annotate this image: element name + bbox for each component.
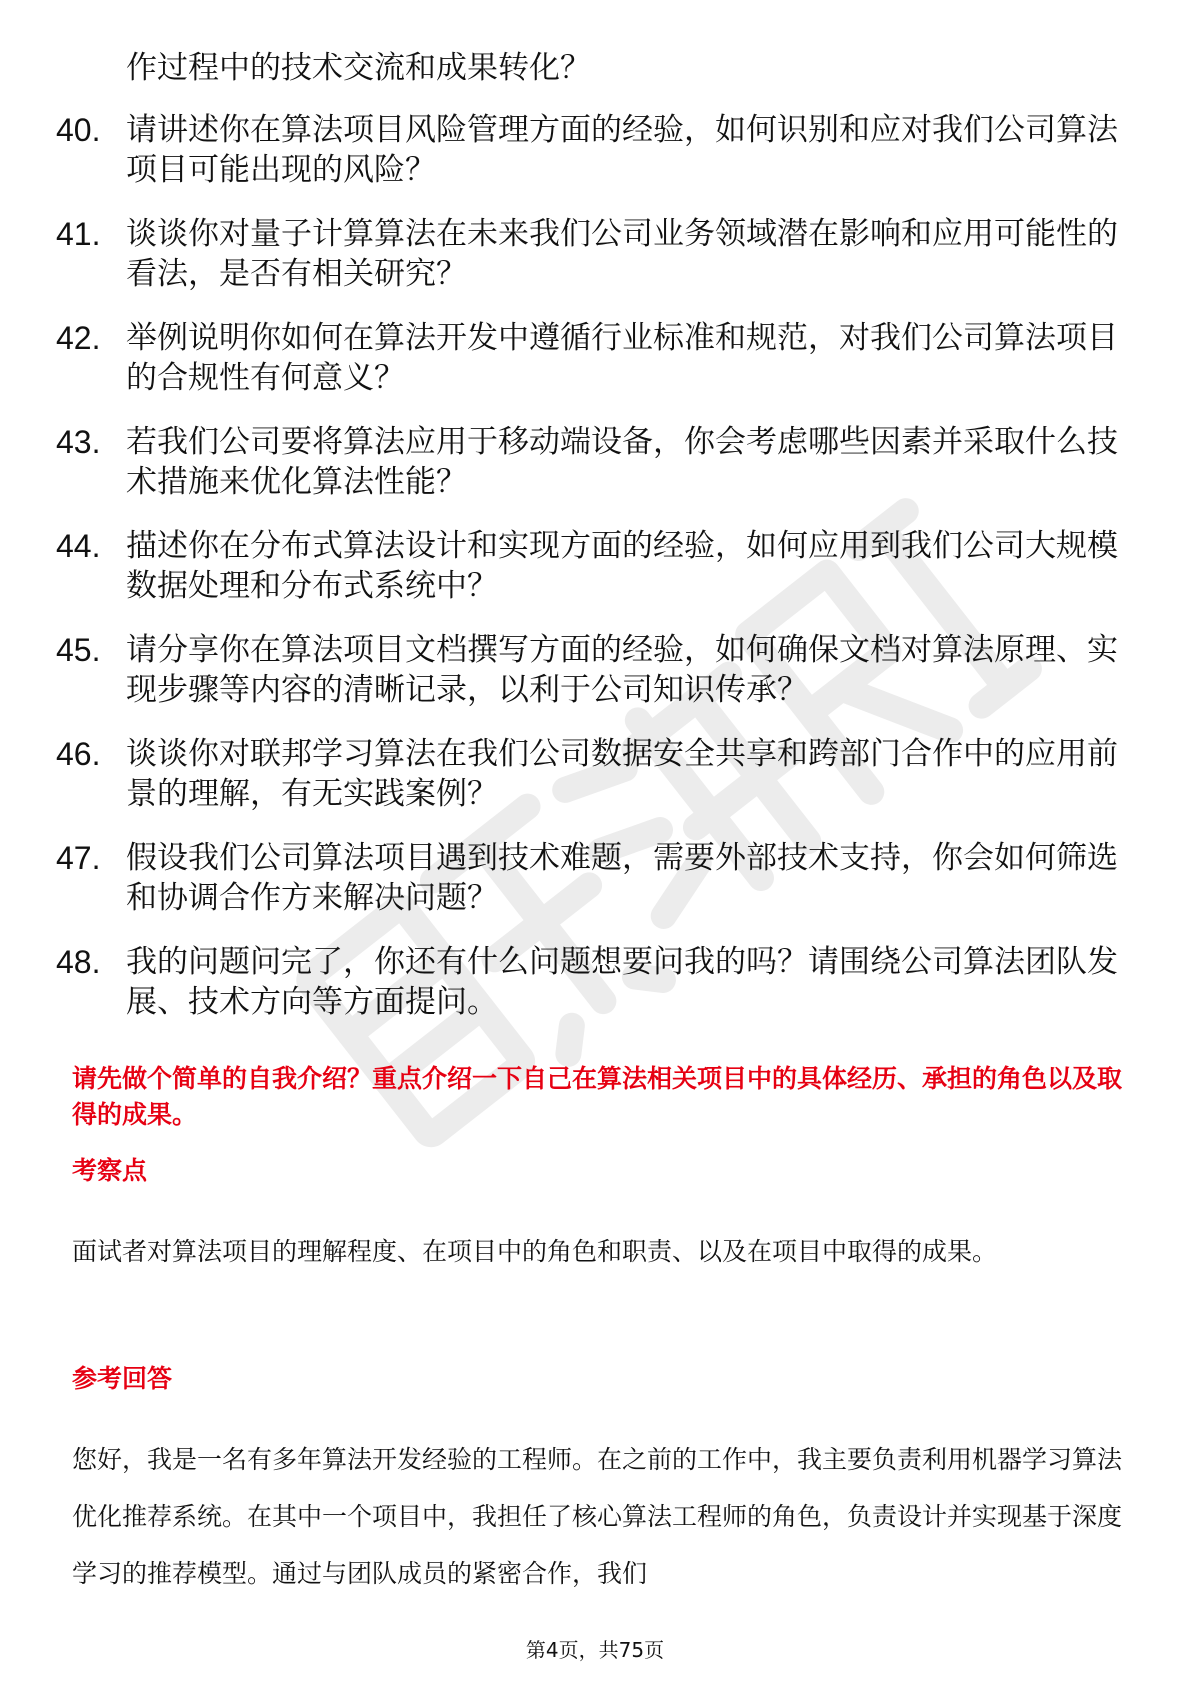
question-text: 请讲述你在算法项目风险管理方面的经验，如何识别和应对我们公司算法项目可能出现的风险？ <box>126 112 1118 188</box>
question-number: 41. <box>56 216 101 252</box>
question-item-45 <box>56 630 1136 710</box>
question-text: 描述你在分布式算法设计和实现方面的经验，如何应用到我们公司大规模数据处理和分布式系统中？ <box>126 528 1118 604</box>
question-number: 47. <box>56 840 101 876</box>
question-number: 44. <box>56 528 101 564</box>
question-item-47 <box>56 838 1136 918</box>
question-text: 假设我们公司算法项目遇到技术难题，需要外部技术支持，你会如何筛选和协调合作方来解决问题？ <box>126 840 1118 916</box>
question-text: 我的问题问完了，你还有什么问题想要问我的吗？请围绕公司算法团队发展、技术方向等方面提问。 <box>126 944 1118 1020</box>
page-footer: 第4页，共75页 <box>525 1638 665 1662</box>
focus-label: 考察点 <box>72 1156 148 1185</box>
question-item-40 <box>56 110 1136 190</box>
question-item-44 <box>56 526 1136 606</box>
question-text: 谈谈你对量子计算算法在未来我们公司业务领域潜在影响和应用可能性的看法，是否有相关研究？ <box>126 216 1118 292</box>
focus-text: 面试者对算法项目的理解程度、在项目中的角色和职责、以及在项目中取得的成果。 <box>72 1237 998 1266</box>
question-list <box>56 48 1136 1046</box>
question-text: 举例说明你如何在算法开发中遵循行业标准和规范，对我们公司算法项目的合规性有何意义？ <box>126 320 1118 396</box>
question-number: 46. <box>56 736 101 772</box>
question-item-41 <box>56 214 1136 294</box>
question-text: 请分享你在算法项目文档撰写方面的经验，如何确保文档对算法原理、实现步骤等内容的清晰记录，以利于公司知识传承？ <box>126 632 1118 708</box>
highlight-question: 请先做个简单的自我介绍？重点介绍一下自己在算法相关项目中的具体经历、承担的角色以及取得的成果。 <box>72 1064 1123 1129</box>
reference-label: 参考回答 <box>72 1364 173 1393</box>
question-number: 45. <box>56 632 101 668</box>
question-number: 43. <box>56 424 101 460</box>
question-item-42 <box>56 318 1136 398</box>
question-number: 48. <box>56 944 101 980</box>
question-text: 若我们公司要将算法应用于移动端设备，你会考虑哪些因素并采取什么技术措施来优化算法性能？ <box>126 424 1118 500</box>
question-text: 谈谈你对联邦学习算法在我们公司数据安全共享和跨部门合作中的应用前景的理解，有无实践案例？ <box>126 736 1118 812</box>
question-item-43 <box>56 422 1136 502</box>
question-number: 40. <box>56 112 101 148</box>
question-number: 42. <box>56 320 101 356</box>
question-item-48 <box>56 942 1136 1022</box>
reference-text: 您好，我是一名有多年算法开发经验的工程师。在之前的工作中，我主要负责利用机器学习算法优化推荐系统。在其中一个项目中，我担任了核心算法工程师的角色，负责设计并实现基于深度学习的推荐模型。通过与团队成员的紧密合作，我们 <box>72 1445 1123 1588</box>
question-continuation: 作过程中的技术交流和成果转化？ <box>126 50 591 86</box>
question-item-46 <box>56 734 1136 814</box>
